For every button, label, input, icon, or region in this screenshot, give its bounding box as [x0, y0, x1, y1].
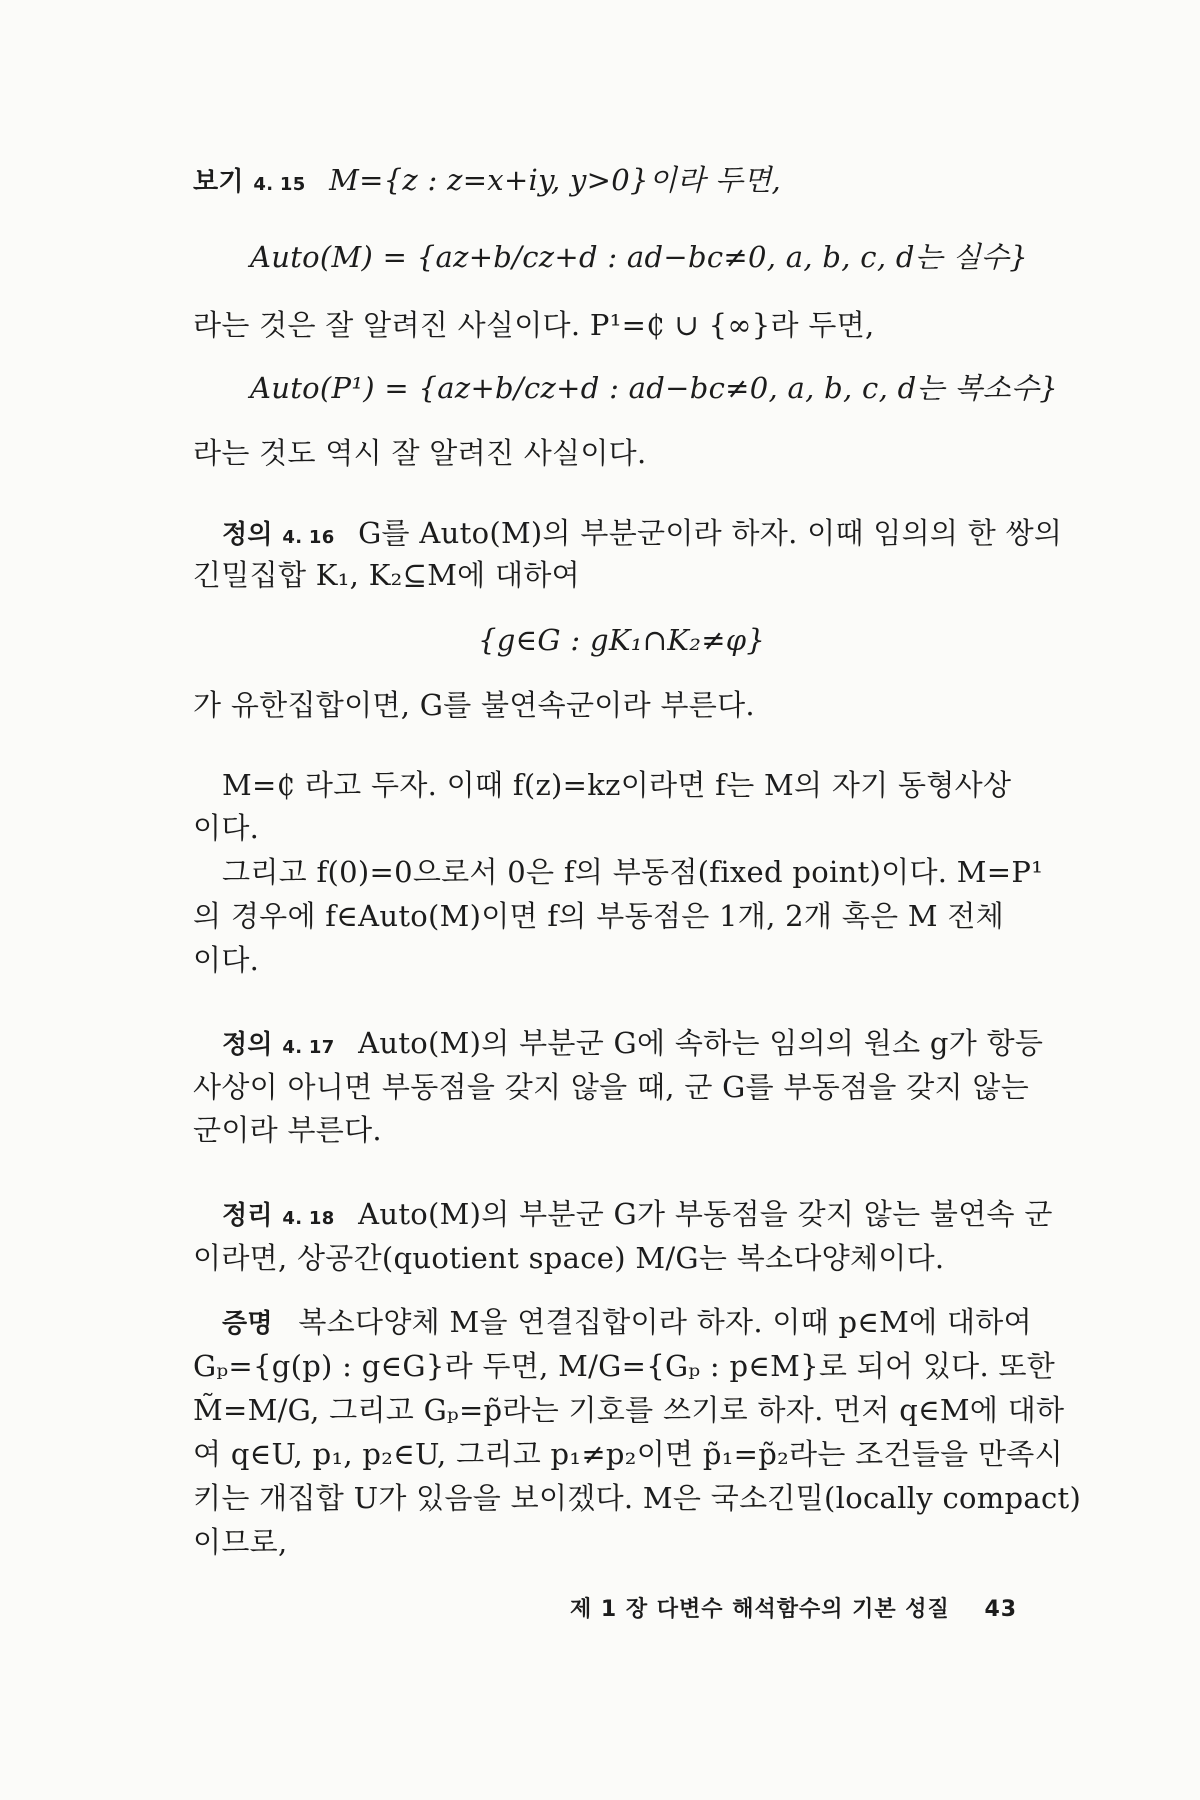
example-number: 4. 15 — [253, 174, 306, 195]
theorem-label: 정리 — [222, 1201, 273, 1231]
example-text-line: 라는 것은 잘 알려진 사실이다. P¹=₵ ∪ {∞}라 두면, — [193, 308, 875, 342]
formula-set: {g∈G : gK₁∩K₂≠φ} — [478, 623, 766, 657]
page-number: 43 — [984, 1597, 1018, 1622]
theorem-heading-line — [222, 1194, 1053, 1239]
proof-text-line: M̃=M/G, 그리고 Gₚ=p̃라는 기호를 쓰기로 하자. 먼저 q∈M에 대하 — [193, 1393, 1065, 1427]
example-text-line: M={z : z=x+iy, y>0}이라 두면, — [329, 163, 782, 197]
definition-heading-line — [222, 1023, 1043, 1068]
remark-line: 그리고 f(0)=0으로서 0은 f의 부동점(fixed point)이다. M=P¹ — [222, 855, 1044, 889]
definition-text-line: 긴밀집합 K₁, K₂⊆M에 대하여 — [193, 558, 580, 592]
proof-text-line: 이므로, — [193, 1525, 288, 1559]
definition-text-line: G를 Auto(M)의 부분군이라 하자. 이때 임의의 한 쌍의 — [358, 516, 1063, 550]
definition-number: 4. 17 — [282, 1037, 335, 1058]
definition-label: 정의 — [222, 1030, 273, 1060]
definition-text-line: Auto(M)의 부분군 G에 속하는 임의의 원소 g가 항등 — [358, 1026, 1044, 1060]
theorem-text-line: Auto(M)의 부분군 G가 부동점을 갖지 않는 불연속 군 — [358, 1197, 1053, 1231]
proof-label: 증명 — [222, 1309, 273, 1339]
formula-auto-p1: Auto(P¹) = {az+b/cz+d : ad−bc≠0, a, b, c, d는 복소수} — [250, 371, 1059, 405]
definition-text-line: 가 유한집합이면, G를 불연속군이라 부른다. — [193, 688, 755, 722]
remark-line: 이다. — [193, 943, 260, 977]
page-footer — [570, 1592, 1017, 1623]
theorem-text-line: 이라면, 상공간(quotient space) M/G는 복소다양체이다. — [193, 1241, 945, 1275]
remark-line: 의 경우에 f∈Auto(M)이면 f의 부동점은 1개, 2개 혹은 M 전체 — [193, 899, 1005, 933]
formula-auto-m: Auto(M) = {az+b/cz+d : ad−bc≠0, a, b, c, d는 실수} — [250, 240, 1028, 274]
example-label: 보기 — [193, 167, 244, 197]
chapter-title: 제 1 장 다변수 해석함수의 기본 성질 — [570, 1597, 950, 1622]
definition-number: 4. 16 — [282, 527, 335, 548]
proof-text-line: 여 q∈U, p₁, p₂∈U, 그리고 p₁≠p₂이면 p̃₁=p̃₂라는 조건들을 만족시 — [193, 1437, 1063, 1471]
proof-text-line: 복소다양체 M을 연결집합이라 하자. 이때 p∈M에 대하여 — [298, 1305, 1032, 1339]
proof-text-line: 키는 개집합 U가 있음을 보이겠다. M은 국소긴밀(locally compact) — [193, 1481, 1082, 1515]
definition-heading-line — [222, 513, 1062, 558]
remark-line: 이다. — [193, 811, 260, 845]
proof-heading-line — [222, 1302, 1032, 1344]
theorem-number: 4. 18 — [282, 1208, 335, 1229]
example-heading-line — [193, 160, 781, 205]
remark-line: M=₵ 라고 두자. 이때 f(z)=kz이라면 f는 M의 자기 동형사상 — [222, 768, 1012, 802]
definition-text-line: 사상이 아니면 부동점을 갖지 않을 때, 군 G를 부동점을 갖지 않는 — [193, 1070, 1030, 1104]
example-text-line: 라는 것도 역시 잘 알려진 사실이다. — [193, 436, 647, 470]
proof-text-line: Gₚ={g(p) : g∈G}라 두면, M/G={Gₚ : p∈M}로 되어 있다. 또한 — [193, 1349, 1056, 1383]
definition-label: 정의 — [222, 520, 273, 550]
definition-text-line: 군이라 부른다. — [193, 1113, 382, 1147]
